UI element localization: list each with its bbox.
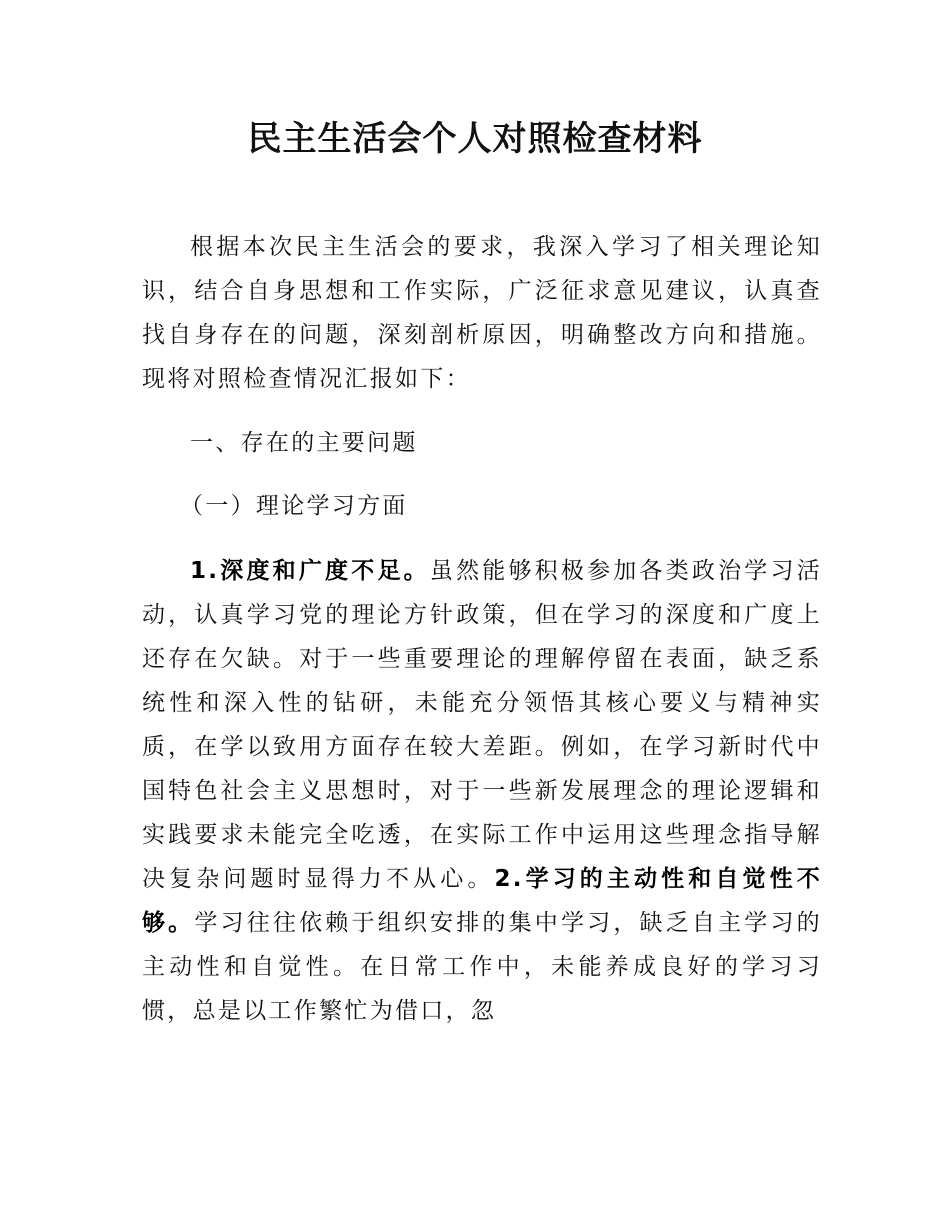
subsection-heading-theory-study: （一）理论学习方面 (180, 493, 408, 519)
item-2-title: 2.学习的主动性和自觉性不够。 (142, 866, 822, 936)
section-heading-problems: 一、存在的主要问题 (190, 430, 418, 456)
item-2-text: 学习往往依赖于组织安排的集中学习，缺乏自主学习的主动性和自觉性。在日常工作中，未能养成良好的学习习惯，总是以工作繁忙为借口，忽 (142, 910, 822, 1024)
items-paragraph (142, 549, 822, 1033)
document-title: 民主生活会个人对照检查材料 (247, 119, 703, 159)
intro-paragraph: 根据本次民主生活会的要求，我深入学习了相关理论知识，结合自身思想和工作实际，广泛征求意见建议，认真查找自身存在的问题，深刻剖析原因，明确整改方向和措施。现将对照检查情况汇报如下： (142, 234, 822, 392)
item-1-text: 虽然能够积极参加各类政治学习活动，认真学习党的理论方针政策，但在学习的深度和广度上还存在欠缺。对于一些重要理论的理解停留在表面，缺乏系统性和深入性的钻研，未能充分领悟其核心要义与精神实质，在学以致用方面存在较大差距。例如，在学习新时代中国特色社会主义思想时，对于一些新发展理念的理论逻辑和实践要求未能完全吃透，在实际工作中运用这些理念指导解决复杂问题时显得力不从心。 (142, 558, 823, 892)
item-1-title: 1.深度和广度不足。 (190, 558, 430, 584)
document-body (142, 225, 822, 1033)
